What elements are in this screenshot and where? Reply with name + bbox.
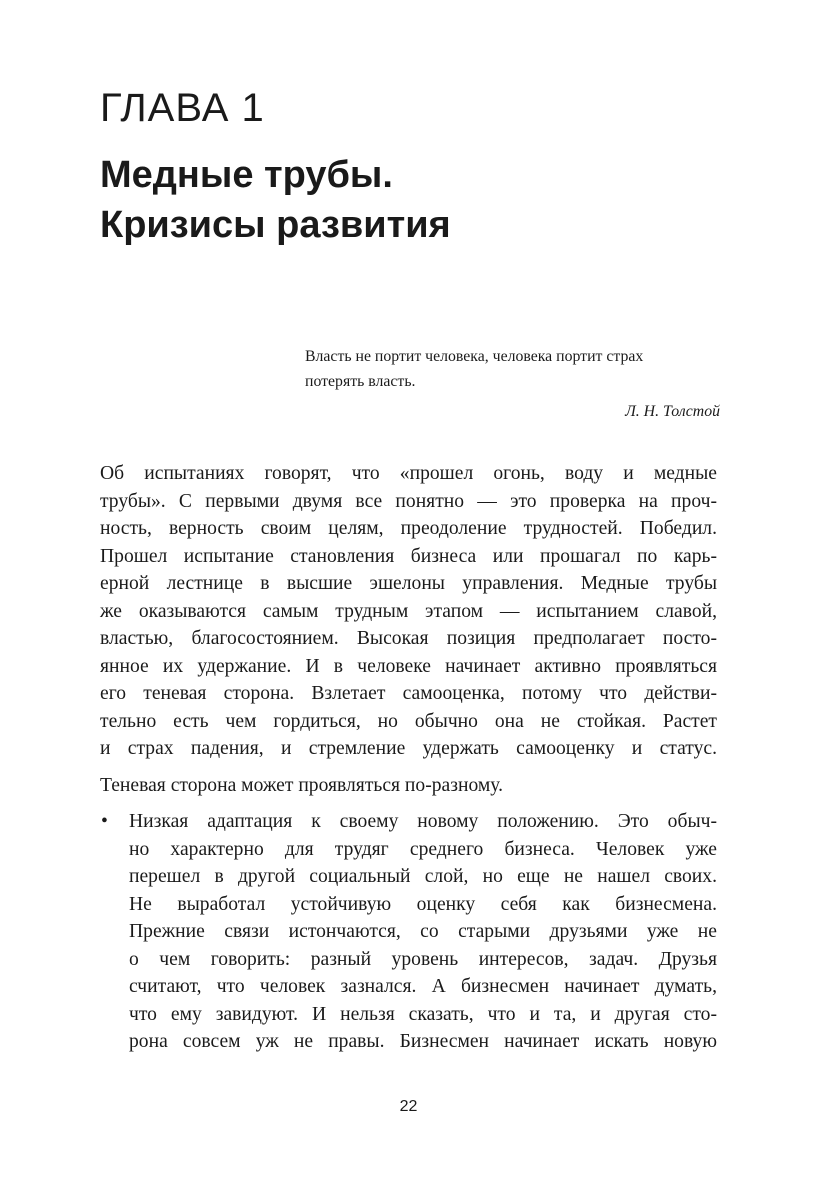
text-line: что ему завидуют. И нельзя сказать, что и та, и другая сто- bbox=[129, 1003, 717, 1025]
text-line: и страх падения, и стремление удержать самооценку и статус. bbox=[100, 738, 717, 759]
text-line: о чем говорить: разный уровень интересов, задач. Друзья bbox=[129, 948, 717, 970]
epigraph-quote-line: Власть не портит человека, человека портит страх bbox=[305, 348, 644, 365]
text-line: властью, благосостоянием. Высокая позиция предполагает посто- bbox=[100, 628, 717, 649]
chapter-title-line: Медные трубы. bbox=[100, 154, 393, 196]
chapter-title-line: Кризисы развития bbox=[100, 204, 451, 246]
page-number: 22 bbox=[399, 1098, 418, 1115]
bullet-item bbox=[100, 808, 717, 1056]
body-text bbox=[100, 460, 717, 1056]
text-line: трубы». С первыми двумя все понятно — это проверка на проч- bbox=[100, 490, 717, 512]
text-line: Не выработал устойчивую оценку себя как бизнесмена. bbox=[129, 893, 717, 915]
text-line: ерной лестнице в высшие эшелоны управления. Медные трубы bbox=[100, 573, 717, 594]
chapter-title bbox=[100, 150, 451, 250]
text-line: Прошел испытание становления бизнеса или прошагал по карь- bbox=[100, 545, 717, 567]
text-line: считают, что человек зазнался. А бизнесмен начинает думать, bbox=[129, 976, 717, 997]
bullet-marker: • bbox=[101, 811, 108, 832]
text-line: янное их удержание. И в человеке начинает активно проявляться bbox=[100, 655, 717, 677]
text-line: Об испытаниях говорят, что «прошел огонь, воду и медные bbox=[100, 463, 717, 484]
epigraph bbox=[305, 344, 720, 424]
chapter-label: ГЛАВА 1 bbox=[100, 86, 265, 130]
text-line: Низкая адаптация к своему новому положению. Это обыч- bbox=[129, 811, 717, 832]
paragraph-1 bbox=[100, 460, 717, 763]
text-line: Теневая сторона может проявляться по-разному. bbox=[100, 774, 504, 796]
paragraph-2 bbox=[100, 772, 717, 800]
text-line: тельно есть чем гордиться, но обычно она не стойкая. Растет bbox=[100, 710, 717, 732]
text-line: же оказываются самым трудным этапом — испытанием славой, bbox=[100, 600, 717, 622]
text-line: его теневая сторона. Взлетает самооценка, потому что действи- bbox=[100, 683, 717, 704]
epigraph-author: Л. Н. Толстой bbox=[625, 403, 720, 420]
text-line: перешел в другой социальный слой, но еще не нашел своих. bbox=[129, 866, 717, 887]
text-line: но характерно для трудяг среднего бизнеса. Человек уже bbox=[129, 838, 717, 860]
text-line: ность, верность своим целям, преодоление трудностей. Победил. bbox=[100, 518, 717, 539]
text-line: рона совсем уж не правы. Бизнесмен начинает искать новую bbox=[129, 1031, 717, 1052]
epigraph-quote-line: потерять власть. bbox=[305, 373, 416, 390]
text-line: Прежние связи истончаются, со старыми друзьями уже не bbox=[129, 921, 717, 942]
